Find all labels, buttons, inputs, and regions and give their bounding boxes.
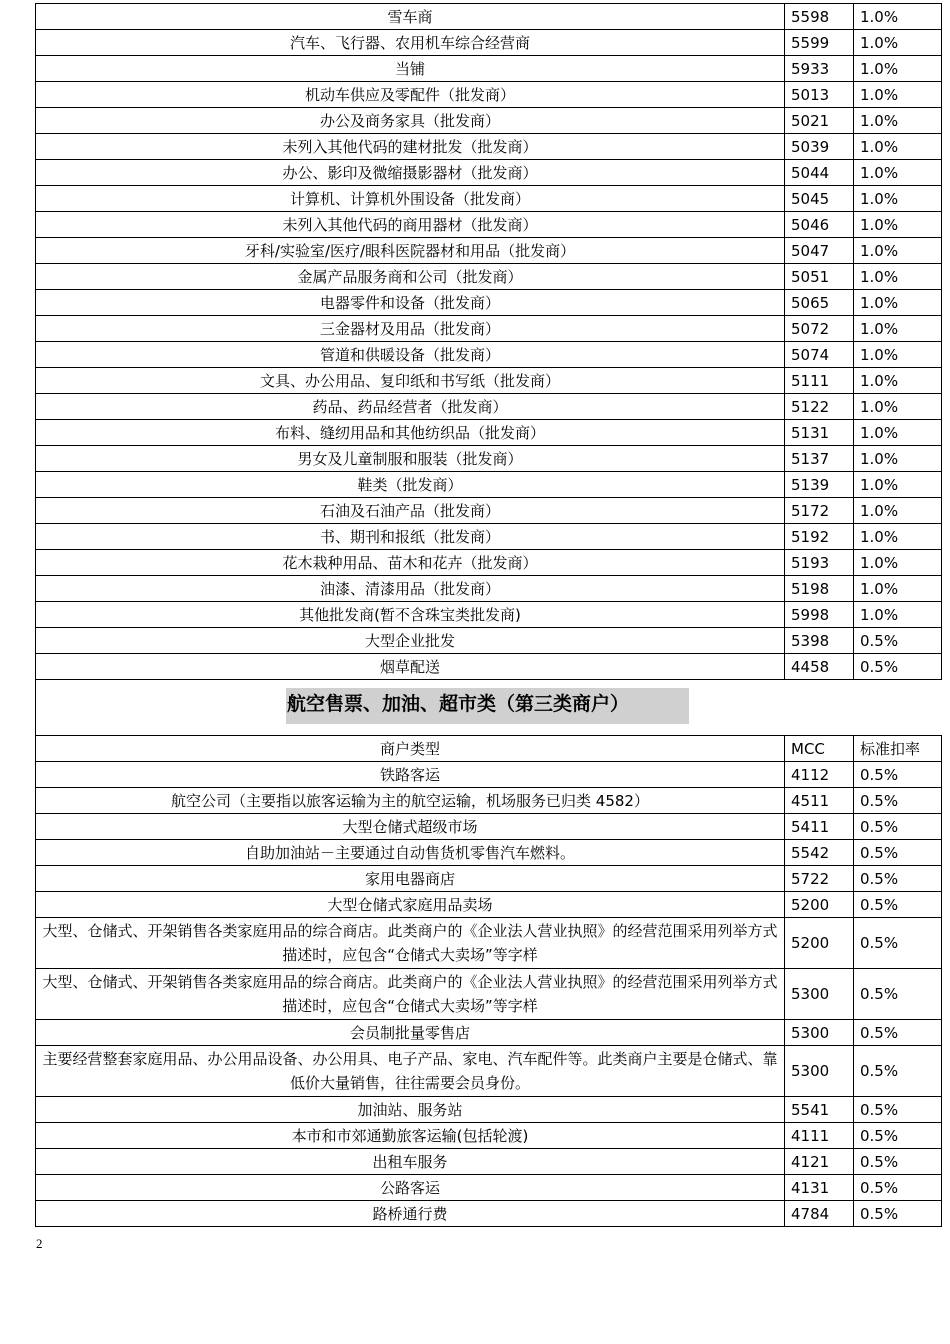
mcc-cell: 5200 (785, 892, 854, 918)
rate-cell: 0.5% (854, 969, 942, 1020)
mcc-cell: 5300 (785, 1020, 854, 1046)
table-row (36, 788, 942, 814)
merchant-type-cell: 会员制批量零售店 (36, 1020, 785, 1046)
table-row (36, 1097, 942, 1123)
table-row (36, 814, 942, 840)
rate-cell: 1.0% (854, 160, 942, 186)
mcc-cell: 5021 (785, 108, 854, 134)
mcc-cell: 5139 (785, 472, 854, 498)
table-row (36, 498, 942, 524)
table-row (36, 628, 942, 654)
merchant-type-cell: 铁路客运 (36, 762, 785, 788)
rate-cell: 0.5% (854, 654, 942, 680)
rate-cell: 1.0% (854, 108, 942, 134)
merchant-type-cell: 大型仓储式家庭用品卖场 (36, 892, 785, 918)
section-heading-row (36, 680, 942, 736)
rate-cell: 1.0% (854, 82, 942, 108)
mcc-cell: 5074 (785, 342, 854, 368)
table-row (36, 472, 942, 498)
mcc-cell: 4112 (785, 762, 854, 788)
rate-cell: 1.0% (854, 4, 942, 30)
mcc-cell: 5072 (785, 316, 854, 342)
merchant-type-cell: 石油及石油产品（批发商） (36, 498, 785, 524)
mcc-cell: 5998 (785, 602, 854, 628)
table-row (36, 4, 942, 30)
merchant-type-cell: 药品、药品经营者（批发商） (36, 394, 785, 420)
rate-cell: 1.0% (854, 186, 942, 212)
mcc-cell: 4784 (785, 1201, 854, 1227)
table-row (36, 1175, 942, 1201)
rate-cell: 1.0% (854, 420, 942, 446)
merchant-type-cell: 未列入其他代码的商用器材（批发商） (36, 212, 785, 238)
merchant-type-cell: 文具、办公用品、复印纸和书写纸（批发商） (36, 368, 785, 394)
merchant-type-cell: 大型仓储式超级市场 (36, 814, 785, 840)
rate-cell: 1.0% (854, 368, 942, 394)
table-row (36, 342, 942, 368)
mcc-cell: 5039 (785, 134, 854, 160)
table-row (36, 892, 942, 918)
mcc-cell: 4121 (785, 1149, 854, 1175)
table-row (36, 186, 942, 212)
merchant-type-cell: 烟草配送 (36, 654, 785, 680)
table-row (36, 866, 942, 892)
column-header-row (36, 736, 942, 762)
merchant-type-cell: 主要经营整套家庭用品、办公用品设备、办公用具、电子产品、家电、汽车配件等。此类商户主要是仓储式、靠低价大量销售，往往需要会员身份。 (36, 1046, 785, 1097)
rate-cell: 0.5% (854, 1201, 942, 1227)
mcc-cell: 4511 (785, 788, 854, 814)
mcc-cell: 5722 (785, 866, 854, 892)
header-standard-rate: 标准扣率 (854, 736, 942, 762)
table-row (36, 654, 942, 680)
mcc-cell: 5198 (785, 576, 854, 602)
table-row (36, 134, 942, 160)
merchant-type-cell: 雪车商 (36, 4, 785, 30)
mcc-cell: 5200 (785, 918, 854, 969)
group3-table-body (36, 762, 942, 1227)
table-row (36, 394, 942, 420)
rate-cell: 0.5% (854, 1020, 942, 1046)
merchant-type-cell: 三金器材及用品（批发商） (36, 316, 785, 342)
mcc-cell: 5933 (785, 56, 854, 82)
mcc-cell: 5541 (785, 1097, 854, 1123)
section3-heading-body (36, 680, 942, 762)
table-row (36, 602, 942, 628)
merchant-type-cell: 书、期刊和报纸（批发商） (36, 524, 785, 550)
table-row (36, 1149, 942, 1175)
rate-cell: 0.5% (854, 628, 942, 654)
mcc-cell: 5045 (785, 186, 854, 212)
rate-cell: 1.0% (854, 498, 942, 524)
table-row (36, 160, 942, 186)
rate-cell: 1.0% (854, 524, 942, 550)
merchant-type-cell: 鞋类（批发商） (36, 472, 785, 498)
mcc-cell: 5047 (785, 238, 854, 264)
table-row (36, 238, 942, 264)
merchant-type-cell: 本市和市郊通勤旅客运输(包括轮渡) (36, 1123, 785, 1149)
merchant-type-cell: 汽车、飞行器、农用机车综合经营商 (36, 30, 785, 56)
mcc-cell: 5598 (785, 4, 854, 30)
rate-cell: 1.0% (854, 264, 942, 290)
table-row (36, 290, 942, 316)
rate-cell: 1.0% (854, 238, 942, 264)
mcc-cell: 5599 (785, 30, 854, 56)
merchant-type-cell: 办公、影印及微缩摄影器材（批发商） (36, 160, 785, 186)
rate-cell: 0.5% (854, 866, 942, 892)
rate-cell: 1.0% (854, 316, 942, 342)
section-heading-cell (36, 680, 942, 736)
mcc-cell: 5046 (785, 212, 854, 238)
rate-cell: 1.0% (854, 212, 942, 238)
merchant-type-cell: 大型企业批发 (36, 628, 785, 654)
merchant-type-cell: 金属产品服务商和公司（批发商） (36, 264, 785, 290)
merchant-type-cell: 自助加油站－主要通过自动售货机零售汽车燃料。 (36, 840, 785, 866)
mcc-cell: 4458 (785, 654, 854, 680)
table-row (36, 316, 942, 342)
rate-cell: 1.0% (854, 394, 942, 420)
rate-cell: 0.5% (854, 1123, 942, 1149)
table-row (36, 969, 942, 1020)
mcc-cell: 5193 (785, 550, 854, 576)
merchant-type-cell: 加油站、服务站 (36, 1097, 785, 1123)
merchant-type-cell: 家用电器商店 (36, 866, 785, 892)
merchant-type-cell: 电器零件和设备（批发商） (36, 290, 785, 316)
merchant-type-cell: 油漆、清漆用品（批发商） (36, 576, 785, 602)
rate-cell: 1.0% (854, 576, 942, 602)
merchant-type-cell: 管道和供暖设备（批发商） (36, 342, 785, 368)
rate-cell: 1.0% (854, 290, 942, 316)
rate-cell: 0.5% (854, 788, 942, 814)
merchant-type-cell: 航空公司（主要指以旅客运输为主的航空运输，机场服务已归类 4582） (36, 788, 785, 814)
mcc-cell: 4111 (785, 1123, 854, 1149)
mcc-cell: 5192 (785, 524, 854, 550)
mcc-cell: 5111 (785, 368, 854, 394)
section-title: 航空售票、加油、超市类（第三类商户） (286, 688, 689, 724)
mcc-cell: 5411 (785, 814, 854, 840)
mcc-cell: 5137 (785, 446, 854, 472)
merchant-type-cell: 公路客运 (36, 1175, 785, 1201)
table-row (36, 762, 942, 788)
table-row (36, 840, 942, 866)
group2-table-body (36, 4, 942, 680)
mcc-rate-table (35, 3, 942, 1227)
rate-cell: 0.5% (854, 1149, 942, 1175)
mcc-cell: 5300 (785, 1046, 854, 1097)
rate-cell: 0.5% (854, 1046, 942, 1097)
mcc-cell: 5051 (785, 264, 854, 290)
rate-cell: 1.0% (854, 446, 942, 472)
table-row (36, 264, 942, 290)
rate-cell: 1.0% (854, 56, 942, 82)
mcc-cell: 5131 (785, 420, 854, 446)
merchant-type-cell: 其他批发商(暂不含珠宝类批发商) (36, 602, 785, 628)
merchant-type-cell: 机动车供应及零配件（批发商） (36, 82, 785, 108)
rate-cell: 0.5% (854, 918, 942, 969)
rate-cell: 1.0% (854, 602, 942, 628)
merchant-type-cell: 牙科/实验室/医疗/眼科医院器材和用品（批发商） (36, 238, 785, 264)
table-row (36, 1046, 942, 1097)
merchant-type-cell: 路桥通行费 (36, 1201, 785, 1227)
rate-cell: 1.0% (854, 342, 942, 368)
rate-cell: 0.5% (854, 892, 942, 918)
merchant-type-cell: 花木栽种用品、苗木和花卉（批发商） (36, 550, 785, 576)
rate-cell: 0.5% (854, 762, 942, 788)
table-row (36, 30, 942, 56)
merchant-type-cell: 出租车服务 (36, 1149, 785, 1175)
table-row (36, 1020, 942, 1046)
table-row (36, 446, 942, 472)
table-row (36, 108, 942, 134)
mcc-cell: 5065 (785, 290, 854, 316)
header-mcc: MCC (785, 736, 854, 762)
rate-cell: 0.5% (854, 1097, 942, 1123)
mcc-cell: 4131 (785, 1175, 854, 1201)
table-row (36, 212, 942, 238)
rate-cell: 0.5% (854, 1175, 942, 1201)
table-row (36, 550, 942, 576)
table-row (36, 1123, 942, 1149)
rate-cell: 1.0% (854, 472, 942, 498)
table-row (36, 1201, 942, 1227)
merchant-type-cell: 计算机、计算机外围设备（批发商） (36, 186, 785, 212)
table-row (36, 420, 942, 446)
rate-cell: 0.5% (854, 814, 942, 840)
table-row (36, 524, 942, 550)
merchant-type-cell: 当铺 (36, 56, 785, 82)
table-row (36, 82, 942, 108)
rate-cell: 1.0% (854, 134, 942, 160)
merchant-type-cell: 大型、仓储式、开架销售各类家庭用品的综合商店。此类商户的《企业法人营业执照》的经营范围采用列举方式描述时，应包含“仓储式大卖场”等字样 (36, 918, 785, 969)
mcc-cell: 5300 (785, 969, 854, 1020)
rate-cell: 1.0% (854, 550, 942, 576)
mcc-cell: 5044 (785, 160, 854, 186)
mcc-cell: 5542 (785, 840, 854, 866)
merchant-type-cell: 布料、缝纫用品和其他纺织品（批发商） (36, 420, 785, 446)
merchant-type-cell: 办公及商务家具（批发商） (36, 108, 785, 134)
merchant-type-cell: 未列入其他代码的建材批发（批发商） (36, 134, 785, 160)
header-merchant-type: 商户类型 (36, 736, 785, 762)
mcc-cell: 5122 (785, 394, 854, 420)
rate-cell: 0.5% (854, 840, 942, 866)
mcc-cell: 5398 (785, 628, 854, 654)
table-row (36, 56, 942, 82)
mcc-cell: 5013 (785, 82, 854, 108)
table-row (36, 368, 942, 394)
rate-cell: 1.0% (854, 30, 942, 56)
mcc-cell: 5172 (785, 498, 854, 524)
merchant-type-cell: 大型、仓储式、开架销售各类家庭用品的综合商店。此类商户的《企业法人营业执照》的经营范围采用列举方式描述时，应包含“仓储式大卖场”等字样 (36, 969, 785, 1020)
table-row (36, 918, 942, 969)
page-number: 2 (36, 1236, 43, 1251)
merchant-type-cell: 男女及儿童制服和服装（批发商） (36, 446, 785, 472)
table-row (36, 576, 942, 602)
